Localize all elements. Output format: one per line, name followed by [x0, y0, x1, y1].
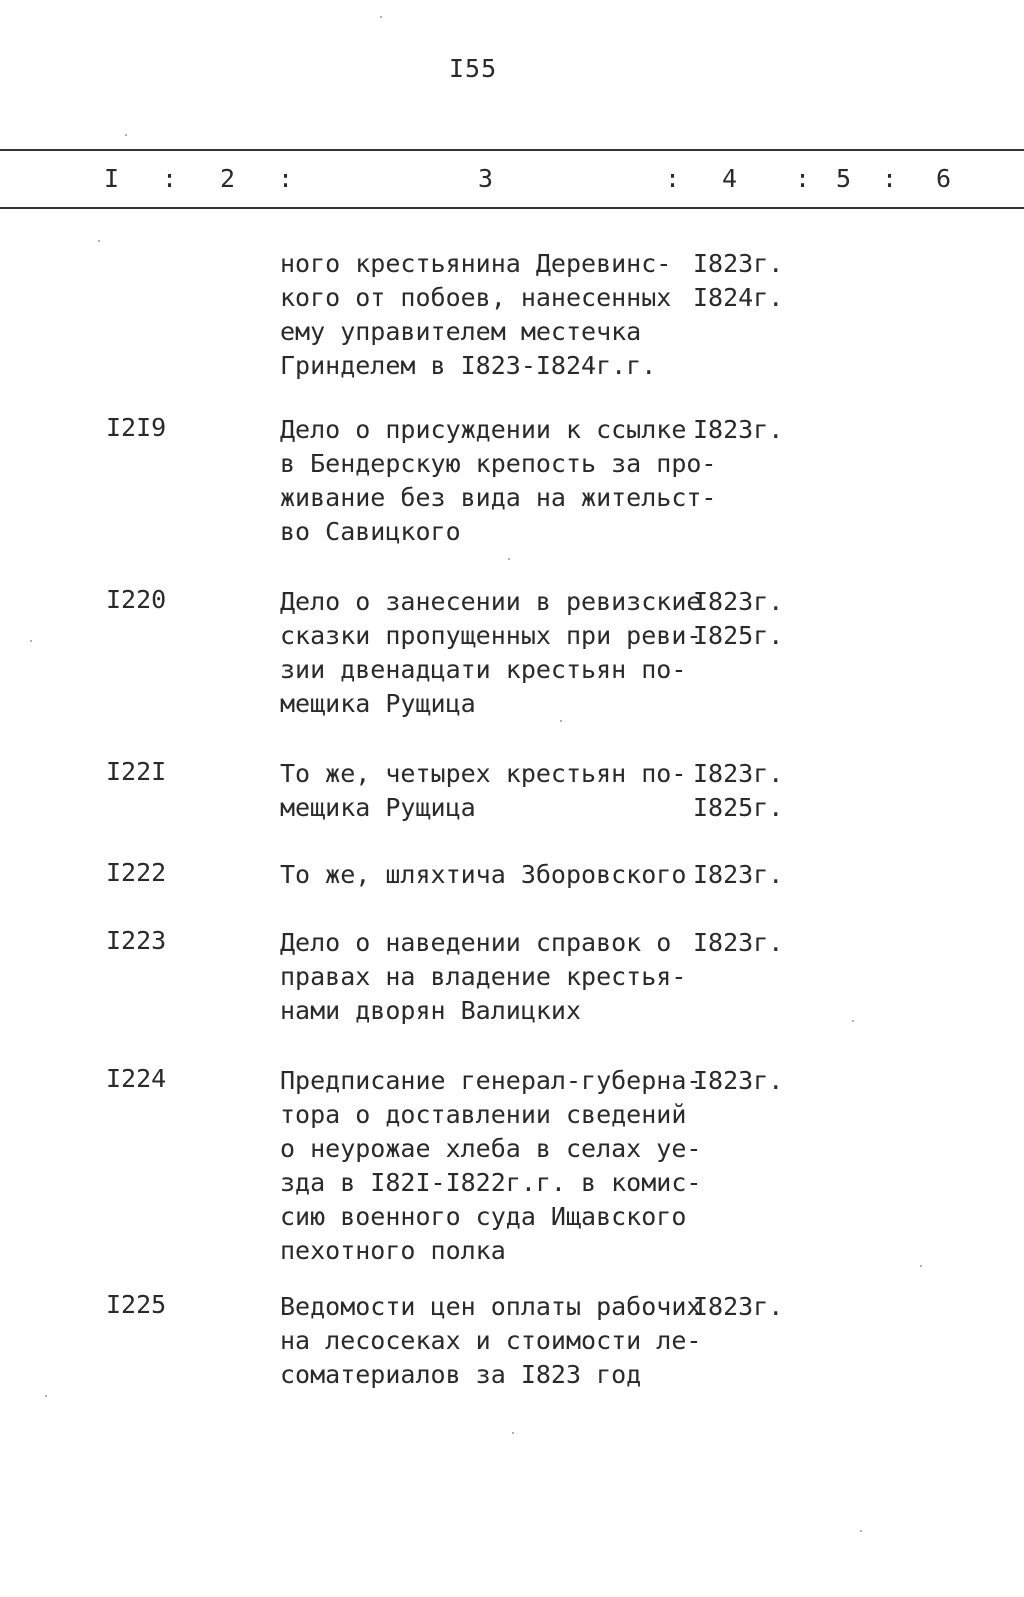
date-value: I823г.	[693, 928, 784, 957]
description-line: ему управителем местечка	[280, 317, 642, 346]
description-line: Дело о занесении в ревизские	[280, 587, 702, 616]
column-header-3: 3	[478, 164, 494, 193]
scan-speck	[560, 720, 562, 722]
date-value: I823г.	[693, 860, 784, 889]
description-line: сию военного суда Ищавского	[280, 1202, 687, 1231]
column-header-4: 4	[722, 164, 738, 193]
column-separator: :	[882, 164, 898, 193]
scan-speck	[30, 640, 32, 642]
description-line: сказки пропущенных при реви-	[280, 621, 702, 650]
date-value: I825г.	[693, 621, 784, 650]
description-line: нами дворян Валицких	[280, 996, 582, 1025]
column-header-6: 6	[936, 164, 952, 193]
scan-speck	[508, 558, 510, 560]
description-line: То же, шляхтича Зборовского	[280, 860, 687, 889]
entry-number: I22I	[106, 757, 167, 786]
column-header-5: 5	[836, 164, 852, 193]
description-line: о неурожае хлеба в селах уе-	[280, 1134, 702, 1163]
entry-number: I223	[106, 926, 167, 955]
entry-description	[280, 1064, 702, 1268]
header-top-rule	[0, 149, 1024, 151]
entry-description	[280, 858, 690, 892]
entry-number: I222	[106, 858, 167, 887]
entry-dates	[693, 1290, 783, 1324]
header-bottom-rule	[0, 207, 1024, 209]
entry-number: I2I9	[106, 413, 167, 442]
entry-description	[280, 247, 690, 383]
description-line: кого от побоев, нанесенных	[280, 283, 672, 312]
description-line: в Бендерскую крепость за про-	[280, 449, 717, 478]
description-line: пехотного полка	[280, 1236, 506, 1265]
scan-speck	[45, 1395, 47, 1397]
description-line: Гринделем в I823-I824г.г.	[280, 351, 657, 380]
date-value: I823г.	[693, 1066, 784, 1095]
column-separator: :	[278, 164, 294, 193]
description-line: живание без вида на жительст-	[280, 483, 717, 512]
scan-speck	[380, 16, 382, 18]
entry-number: I225	[106, 1290, 167, 1319]
description-line: ного крестьянина Деревинс-	[280, 249, 672, 278]
entry-dates	[693, 858, 783, 892]
entry-description	[280, 585, 702, 721]
description-line: зда в I82I-I822г.г. в комис-	[280, 1168, 702, 1197]
entry-dates	[693, 1064, 783, 1098]
column-separator: :	[795, 164, 811, 193]
entry-description	[280, 926, 690, 1028]
entry-dates	[693, 247, 783, 315]
date-value: I823г.	[693, 587, 784, 616]
description-line: тора о доставлении сведений	[280, 1100, 687, 1129]
date-value: I824г.	[693, 283, 784, 312]
date-value: I823г.	[693, 1292, 784, 1321]
entry-dates	[693, 757, 783, 825]
scan-speck	[125, 134, 127, 136]
entry-dates	[693, 926, 783, 960]
column-separator: :	[162, 164, 178, 193]
scan-speck	[920, 1265, 922, 1267]
description-line: мещика Рущица	[280, 793, 476, 822]
scan-speck	[98, 240, 100, 242]
description-line: на лесосеках и стоимости ле-	[280, 1326, 702, 1355]
entry-description	[280, 757, 690, 825]
entry-number: I220	[106, 585, 167, 614]
description-line: мещика Рущица	[280, 689, 476, 718]
description-line: Дело о наведении справок о	[280, 928, 672, 957]
entry-dates	[693, 585, 783, 653]
date-value: I823г.	[693, 415, 784, 444]
description-line: Предписание генерал-губерна-	[280, 1066, 702, 1095]
description-line: Дело о присуждении к ссылке	[280, 415, 687, 444]
column-header-1: I	[104, 164, 120, 193]
entry-description	[280, 1290, 702, 1392]
description-line: зии двенадцати крестьян по-	[280, 655, 687, 684]
scan-speck	[512, 1432, 514, 1434]
date-value: I825г.	[693, 793, 784, 822]
column-header-2: 2	[220, 164, 236, 193]
description-line: во Савицкого	[280, 517, 461, 546]
description-line: соматериалов за I823 год	[280, 1360, 642, 1389]
description-line: правах на владение крестья-	[280, 962, 687, 991]
scan-speck	[860, 1530, 862, 1532]
description-line: Ведомости цен оплаты рабочих	[280, 1292, 702, 1321]
scan-speck	[852, 1020, 854, 1022]
entry-description	[280, 413, 717, 549]
entry-dates	[693, 413, 783, 447]
page-number: I55	[449, 54, 498, 83]
date-value: I823г.	[693, 249, 784, 278]
entry-number: I224	[106, 1064, 167, 1093]
column-separator: :	[665, 164, 681, 193]
description-line: То же, четырех крестьян по-	[280, 759, 687, 788]
date-value: I823г.	[693, 759, 784, 788]
